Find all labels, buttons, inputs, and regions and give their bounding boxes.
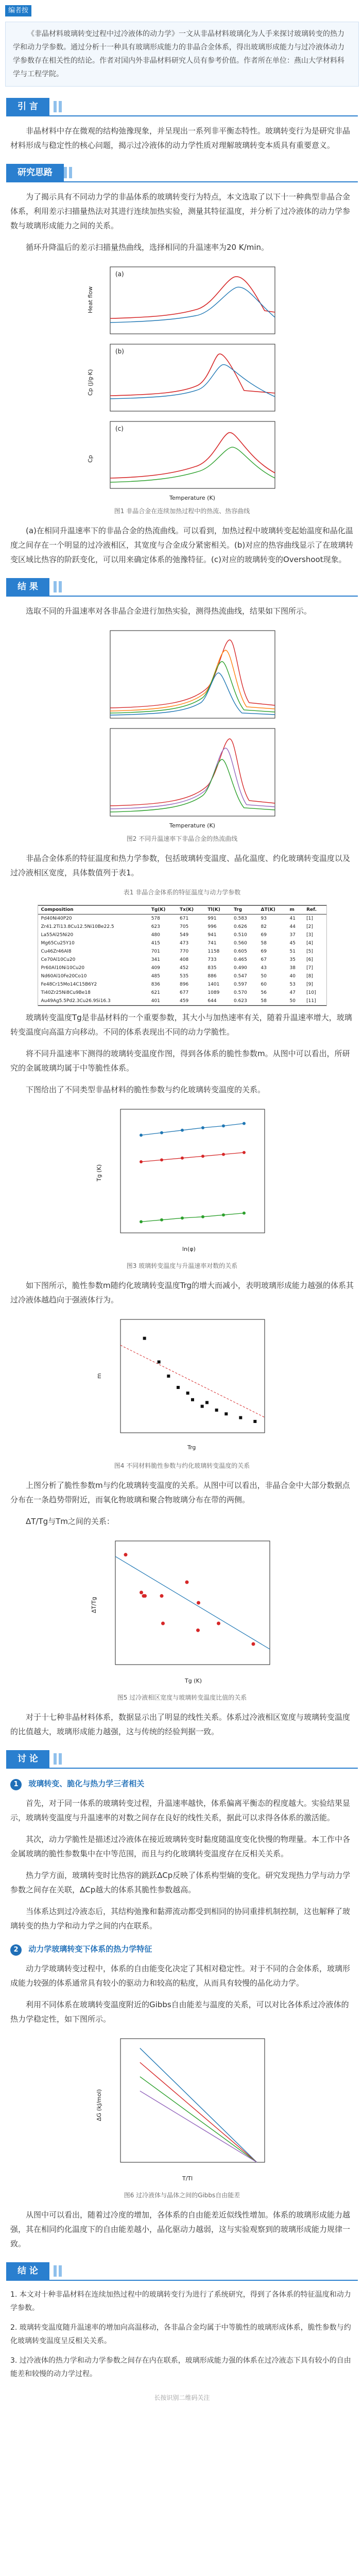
table-cell: 93 bbox=[261, 916, 267, 921]
table-cell: 770 bbox=[180, 949, 189, 954]
table-cell: 941 bbox=[207, 933, 217, 938]
section-tag: 结 论 bbox=[6, 2262, 49, 2280]
table-cell: Fe48Cr15Mo14C15B6Y2 bbox=[41, 982, 97, 987]
fig5-ylabel: ΔT/Tg bbox=[90, 1597, 97, 1613]
conclusion-item: 1. 本文对十种非晶材料在连续加热过程中的玻璃转变行为进行了系统研究，得到了各体系的特征温度和动力学参数。 bbox=[10, 2291, 351, 2312]
fig3-point bbox=[222, 1153, 225, 1156]
figure-2-caption: 图2 不同升温速率下非晶合金的热流曲线 bbox=[126, 835, 238, 842]
table-cell: Au49Ag5.5Pd2.3Cu26.9Si16.3 bbox=[41, 998, 111, 1004]
fig5-point bbox=[161, 1622, 165, 1625]
table-cell: [5] bbox=[306, 949, 313, 954]
fig5-xlabel: Tg (K) bbox=[184, 1677, 202, 1684]
fig4-point bbox=[143, 1337, 146, 1340]
fig3-series-line bbox=[141, 1153, 244, 1162]
fig5-point bbox=[140, 1591, 143, 1595]
subsection-number: 1 bbox=[10, 1779, 22, 1790]
subsection-title: 玻璃转变、脆化与热力学三者相关 bbox=[28, 1779, 145, 1788]
figure-5-caption: 图5 过冷液相区宽度与玻璃转变温度比值的关系 bbox=[117, 1694, 247, 1701]
section-tag: 讨 论 bbox=[6, 1750, 49, 1768]
paragraph: 选取不同的升温速率对各非晶合金进行加热实验，测得热流曲线，结果如下图所示。 bbox=[26, 606, 312, 616]
fig1-ylabel-a: Heat flow bbox=[86, 286, 94, 313]
section-discussion bbox=[0, 1750, 364, 1768]
table-cell: 0.626 bbox=[234, 924, 247, 929]
fig3-point bbox=[181, 1216, 184, 1219]
figure-5 bbox=[84, 1536, 280, 1690]
conclusion-item: 3. 过冷液体的热力学和动力学参数之间存在内在联系，玻璃形成能力强的体系在过冷液态下具有较小的自由能差和较慢的动力学过程。 bbox=[10, 2357, 351, 2378]
table-header: Composition bbox=[41, 907, 74, 912]
table-cell: La55Al25Ni20 bbox=[41, 933, 74, 938]
fig4-point bbox=[253, 1420, 256, 1423]
table-cell: 50 bbox=[289, 998, 296, 1004]
fig3-point bbox=[140, 1160, 143, 1163]
table-cell: [1] bbox=[306, 916, 313, 921]
section-tag: 引 言 bbox=[6, 98, 49, 115]
table-cell: 0.597 bbox=[234, 982, 247, 987]
paragraph: 对于十七种非晶材料体系，数据显示出了明显的线性关系。体系过冷液相区宽度与玻璃转变温度的比值越大，玻璃形成能力越强，这与传统的经验判据一致。 bbox=[10, 1713, 351, 1736]
table-cell: 67 bbox=[261, 957, 267, 962]
table-cell: 43 bbox=[261, 965, 267, 971]
fig4-ylabel: m bbox=[95, 1373, 102, 1379]
table-header: Trg bbox=[234, 907, 242, 912]
table-cell: Zr41.2Ti13.8Cu12.5Ni10Be22.5 bbox=[41, 924, 114, 929]
table-cell: 896 bbox=[180, 982, 189, 987]
fig4-point bbox=[186, 1392, 189, 1395]
subsection-2 bbox=[10, 1942, 354, 1956]
paragraph: 将不同升温速率下测得的玻璃转变温度作图，得到各体系的脆性参数m。从图中可以看出，所研究的金属玻璃均属于中等脆性体系。 bbox=[10, 1049, 350, 1073]
section-methods bbox=[0, 164, 364, 181]
section-results bbox=[0, 578, 364, 596]
fig5-point bbox=[217, 1622, 220, 1625]
table-cell: 480 bbox=[151, 933, 160, 938]
table-cell: 0.547 bbox=[234, 974, 247, 979]
editor-badge: 编者按 bbox=[5, 5, 31, 16]
fig3-point bbox=[222, 1124, 225, 1127]
fig3-point bbox=[222, 1213, 225, 1216]
table-cell: 56 bbox=[261, 990, 267, 995]
table-cell: 409 bbox=[151, 965, 160, 971]
table-cell: 1401 bbox=[207, 982, 220, 987]
footer-note: 长按识别二维码关注 bbox=[154, 2394, 210, 2401]
fig4-point bbox=[191, 1398, 194, 1401]
section-tag: 研究思路 bbox=[6, 164, 64, 181]
table-cell: Mg65Cu25Y10 bbox=[41, 941, 75, 946]
table-cell: 549 bbox=[180, 933, 189, 938]
table-row bbox=[38, 964, 326, 972]
table-header: Tx(K) bbox=[180, 907, 194, 912]
table-cell: [2] bbox=[306, 924, 313, 929]
table-cell: Ce70Al10Cu20 bbox=[41, 957, 76, 962]
paragraph: 为了揭示具有不同动力学的非晶体系的玻璃转变行为特点，本文选取了以下十一种典型非晶合金体系，利用差示扫描量热法对其进行连续加热实验，测量其特征温度，并分析了过冷液体的动力学参数与玻璃形成能力之间的关系。 bbox=[10, 192, 351, 230]
table-cell: 38 bbox=[289, 965, 296, 971]
table-row bbox=[38, 997, 326, 1006]
table-cell: 1158 bbox=[207, 949, 220, 954]
table-cell: 0.570 bbox=[234, 990, 247, 995]
table-cell: 58 bbox=[261, 998, 267, 1004]
paragraph: 热力学方面，玻璃转变时比热容的跳跃ΔCp反映了体系构型熵的变化。研究发现热力学与动力学参数之间存在关联，ΔCp越大的体系其脆性参数越高。 bbox=[10, 1871, 351, 1894]
paragraph: 利用不同体系在玻璃转变温度附近的Gibbs自由能差与温度的关系，可以对比各体系过冷液体的热力学稳定性，如下图所示。 bbox=[10, 2000, 349, 2024]
fig3-ylabel: Tg (K) bbox=[95, 1164, 102, 1181]
paragraph: 动力学玻璃转变过程中，体系的自由能变化决定了其相对稳定性。对于不同的合金体系，玻璃形成能力较强的体系通常具有较小的驱动力和较高的粘度，从而具有较慢的晶化动力学。 bbox=[10, 1964, 351, 1988]
table-cell: 473 bbox=[180, 941, 189, 946]
table-cell: 621 bbox=[151, 990, 160, 995]
table-cell: 50 bbox=[261, 974, 267, 979]
table-1-caption: 表1 非晶合金体系的特征温度与动力学参数 bbox=[123, 889, 241, 896]
table-header-row bbox=[38, 906, 326, 914]
fig3-series-line bbox=[141, 1213, 244, 1222]
figure-3-caption: 图3 玻璃转变温度与升温速率对数的关系 bbox=[126, 1262, 238, 1269]
table-cell: 578 bbox=[151, 916, 160, 921]
table-row bbox=[38, 947, 326, 956]
section-conclusion bbox=[0, 2262, 364, 2280]
svg-text:(a): (a) bbox=[115, 270, 124, 278]
table-cell: 0.623 bbox=[234, 998, 247, 1004]
conclusion-item: 2. 玻璃转变温度随升温速率的增加向高温移动，各非晶合金均属于中等脆性的玻璃形成体系，脆性参数与约化玻璃转变温度呈反相关关系。 bbox=[10, 2324, 351, 2345]
table-cell: Cu46Zr46Al8 bbox=[41, 949, 72, 954]
table-row bbox=[38, 956, 326, 964]
fig3-point bbox=[242, 1151, 246, 1154]
subsection-1 bbox=[10, 1777, 354, 1791]
table-cell: 69 bbox=[261, 933, 267, 938]
table-cell: 82 bbox=[261, 924, 267, 929]
table-cell: 886 bbox=[207, 974, 217, 979]
table-cell: Pd40Ni40P20 bbox=[41, 916, 72, 921]
paragraph: 上图分析了脆性参数m与约化玻璃转变温度的关系。从图中可以看出，非晶合金中大部分数据点分布在一条趋势带附近，而氧化物玻璃和聚合物玻璃分布在带的两侧。 bbox=[10, 1481, 350, 1504]
table-cell: 836 bbox=[151, 982, 160, 987]
svg-text:(c): (c) bbox=[115, 425, 124, 432]
table-cell: 60 bbox=[261, 982, 267, 987]
table-row bbox=[38, 931, 326, 939]
paragraph: (a)在相同升温速率下的非晶合金的热流曲线。可以看到，加热过程中玻璃转变起始温度和晶化温度之间存在一个明显的过冷液相区，其宽度与合金成分紧密相关。(b)对应的热容曲线显示了在玻璃转变区域比热容的阶跃变化，可以用来确定体系的弛豫特征。(c)对应的玻璃转变的Overshoot现象。 bbox=[10, 526, 354, 564]
table-cell: 996 bbox=[207, 924, 217, 929]
fig4-point bbox=[239, 1416, 242, 1419]
table-cell: 733 bbox=[207, 957, 217, 962]
table-cell: 701 bbox=[151, 949, 160, 954]
table-cell: 835 bbox=[207, 965, 217, 971]
paragraph: 从图中可以看出，随着过冷度的增加，各体系的自由能差近似线性增加。体系的玻璃形成能力越强，其在相同约化温度下的自由能差越小，晶化驱动力越弱，这与实验观察到的玻璃形成能力规律一致。 bbox=[10, 2210, 351, 2248]
table-cell: 35 bbox=[289, 957, 296, 962]
fig4-xlabel: Trg bbox=[187, 1444, 196, 1451]
fig3-point bbox=[160, 1218, 163, 1222]
figure-4-caption: 图4 不同材料脆性参数与约化玻璃转变温度的关系 bbox=[114, 1462, 250, 1469]
fig3-point bbox=[201, 1215, 204, 1218]
table-cell: 0.583 bbox=[234, 916, 247, 921]
table-cell: 45 bbox=[289, 941, 296, 946]
table-cell: 69 bbox=[261, 949, 267, 954]
table-cell: 623 bbox=[151, 924, 160, 929]
fig3-xlabel: ln(φ) bbox=[182, 1246, 196, 1252]
table-cell: 58 bbox=[261, 941, 267, 946]
paragraph: 当体系达到过冷液态后，其结构弛豫和黏滞流动都受到相同的协同重排机制控制，这也解释了玻璃转变的热力学和动力学之间的内在联系。 bbox=[10, 1907, 351, 1930]
figure-2 bbox=[79, 625, 285, 832]
fig3-point bbox=[140, 1220, 143, 1223]
table-header: Ref. bbox=[306, 907, 317, 912]
table-cell: 37 bbox=[289, 933, 296, 938]
fig6-series-line bbox=[140, 2091, 256, 2162]
table-row bbox=[38, 989, 326, 997]
table-cell: 408 bbox=[180, 957, 189, 962]
fig6-series-line bbox=[140, 2048, 256, 2162]
table-cell: 991 bbox=[207, 916, 217, 921]
table-cell: [10] bbox=[306, 990, 316, 995]
paragraph: 非晶合金体系的特征温度和热力学参数，包括玻璃转变温度、晶化温度、约化玻璃转变温度以及过冷液相区宽度，具体数值列于表1。 bbox=[10, 854, 351, 877]
fig1-ylabel-c: Cp bbox=[86, 455, 94, 463]
table-cell: [4] bbox=[306, 941, 313, 946]
fig5-point bbox=[160, 1594, 163, 1598]
table-cell: 535 bbox=[180, 974, 189, 979]
fig2-xlabel: Temperature (K) bbox=[169, 822, 215, 829]
table-cell: 0.560 bbox=[234, 941, 247, 946]
table-cell: 0.465 bbox=[234, 957, 247, 962]
table-cell: 51 bbox=[289, 949, 296, 954]
fig3-point bbox=[160, 1158, 163, 1161]
fig4-point bbox=[205, 1401, 209, 1404]
section-intro bbox=[0, 98, 364, 115]
table-cell: 0.490 bbox=[234, 965, 247, 971]
subsection-title: 动力学玻璃转变下体系的热力学特征 bbox=[28, 1944, 152, 1954]
intro-text: 《非晶材料玻璃转变过程中过冷液体的动力学》一文从非晶材料玻璃化为人手来探讨玻璃转变的热力学和动力学参数。通过分析十一种具有玻璃形成能力的非晶合金体系，得出玻璃形成能力与过冷液体动力学参数存在相关性的结论。作者对国内外非晶材料研究人员有参考价值。作者所在单位：燕山大学材料科学与工程学院。 bbox=[13, 30, 344, 78]
table-cell: 415 bbox=[151, 941, 160, 946]
table-cell: 0.510 bbox=[234, 933, 247, 938]
fig3-point bbox=[181, 1129, 184, 1132]
table-cell: 459 bbox=[180, 998, 189, 1004]
fig1-ylabel-b: Cp (J/g·K) bbox=[86, 369, 94, 396]
table-row bbox=[38, 914, 326, 923]
table-cell: 677 bbox=[180, 990, 189, 995]
table-cell: 485 bbox=[151, 974, 160, 979]
table-cell: 741 bbox=[207, 941, 217, 946]
table-row bbox=[38, 939, 326, 947]
fig1-xlabel: Temperature (K) bbox=[169, 495, 215, 501]
fig4-point bbox=[224, 1412, 228, 1415]
table-cell: 41 bbox=[289, 916, 296, 921]
table-cell: [9] bbox=[306, 982, 313, 987]
fig3-point bbox=[201, 1155, 204, 1158]
fig4-point bbox=[167, 1375, 170, 1378]
paragraph: 首先，对于同一体系的玻璃转变过程，升温速率越快，体系偏离平衡态的程度越大。实验结果显示，玻璃转变温度与升温速率的对数之间存在良好的线性关系，据此可以求得各体系的激活能。 bbox=[10, 1799, 351, 1822]
table-cell: [6] bbox=[306, 957, 313, 962]
fig3-point bbox=[181, 1157, 184, 1160]
fig5-point bbox=[197, 1601, 200, 1605]
paragraph: ΔT/Tg与Tm之间的关系： bbox=[26, 1517, 114, 1526]
paragraph: 如下图所示，脆性参数m随约化玻璃转变温度Trg的增大而减小，表明玻璃形成能力越强的体系其过冷液体越趋向于强液体行为。 bbox=[10, 1281, 354, 1304]
table-cell: 0.605 bbox=[234, 949, 247, 954]
paragraph: 下图给出了不同类型非晶材料的脆性参数与约化玻璃转变温度的关系。 bbox=[26, 1085, 266, 1094]
fig3-point bbox=[140, 1133, 143, 1137]
table-cell: 705 bbox=[180, 924, 189, 929]
table-cell: 644 bbox=[207, 998, 217, 1004]
table-cell: [3] bbox=[306, 933, 313, 938]
table-header: m bbox=[289, 907, 294, 912]
table-cell: 53 bbox=[289, 982, 296, 987]
svg-text:(b): (b) bbox=[115, 348, 124, 355]
table-cell: Pr60Al10Ni10Cu20 bbox=[41, 965, 85, 971]
fig4-point bbox=[177, 1386, 180, 1389]
subsection-number: 2 bbox=[10, 1944, 22, 1956]
table-cell: 452 bbox=[180, 965, 189, 971]
section-tag: 结 果 bbox=[6, 578, 49, 596]
fig6-series-line bbox=[140, 2062, 256, 2162]
fig6-series-line bbox=[140, 2077, 256, 2162]
table-cell: 44 bbox=[289, 924, 296, 929]
fig3-series-line bbox=[141, 1124, 244, 1136]
fig4-point bbox=[200, 1405, 203, 1408]
figure-1-caption: 图1 非晶合金在连续加热过程中的热流、热容曲线 bbox=[114, 507, 250, 515]
table-header: ΔT(K) bbox=[261, 907, 275, 912]
table-cell: Ti40Zr25Ni8Cu9Be18 bbox=[41, 990, 91, 995]
table-cell: 341 bbox=[151, 957, 160, 962]
fig5-point bbox=[124, 1553, 127, 1556]
fig5-point bbox=[251, 1642, 255, 1646]
fig3-point bbox=[242, 1212, 246, 1215]
figure-1 bbox=[79, 262, 285, 504]
fig5-point bbox=[143, 1594, 147, 1598]
intro-box bbox=[5, 22, 359, 87]
table-row bbox=[38, 972, 326, 980]
table-row bbox=[38, 980, 326, 989]
figure-6-caption: 图6 过冷液体与晶体之间的Gibbs自由能差 bbox=[124, 2192, 240, 2199]
table-header: Tl(K) bbox=[207, 907, 220, 912]
table-cell: 1089 bbox=[207, 990, 220, 995]
fig6-ylabel: ΔG (kJ/mol) bbox=[95, 2089, 102, 2121]
paragraph: 玻璃转变温度Tg是非晶材料的一个重要参数，其大小与加热速率有关，随着升温速率增大，玻璃转变温度向高温方向移动。不同的体系表现出不同的动力学脆性。 bbox=[10, 1013, 352, 1037]
fig5-point bbox=[185, 1581, 188, 1584]
table-header: Tg(K) bbox=[151, 907, 166, 912]
table-cell: 40 bbox=[289, 974, 296, 979]
fig5-point bbox=[196, 1629, 200, 1632]
table-cell: 401 bbox=[151, 998, 160, 1004]
table-cell: 671 bbox=[180, 916, 189, 921]
fig4-point bbox=[215, 1409, 218, 1412]
paragraph: 其次，动力学脆性是描述过冷液体在接近玻璃转变时黏度随温度变化快慢的物理量。本工作中各金属玻璃的脆性参数集中在中等范围，而且与约化玻璃转变温度存在反相关关系。 bbox=[10, 1835, 351, 1858]
figure-3 bbox=[90, 1104, 275, 1259]
table-cell: [7] bbox=[306, 965, 313, 971]
conclusion-list bbox=[0, 2288, 364, 2405]
table-cell: Nd60Al10Fe20Co10 bbox=[41, 974, 87, 979]
table-cell: [11] bbox=[306, 998, 316, 1004]
table-1 bbox=[38, 905, 327, 1006]
figure-4 bbox=[90, 1314, 275, 1459]
fig3-point bbox=[160, 1131, 163, 1134]
paragraph: 循环升降温后的差示扫描量热曲线，选择相同的升温速率为20 K/min。 bbox=[26, 243, 269, 252]
fig4-point bbox=[157, 1361, 160, 1364]
table-row bbox=[38, 923, 326, 931]
figure-6 bbox=[90, 2033, 275, 2188]
paragraph: 非晶材料中存在微观的结构弛豫现象，并呈现出一系列非平衡态特性。玻璃转变行为是研究非晶材料形成与稳定性的核心问题，揭示过冷液体的动力学性质对理解玻璃转变本质具有重要意义。 bbox=[10, 126, 351, 150]
fig3-point bbox=[201, 1126, 204, 1129]
table-cell: 47 bbox=[289, 990, 296, 995]
fig3-point bbox=[242, 1122, 246, 1125]
table-cell: [8] bbox=[306, 974, 313, 979]
fig6-xlabel: T/Tl bbox=[182, 2175, 193, 2182]
